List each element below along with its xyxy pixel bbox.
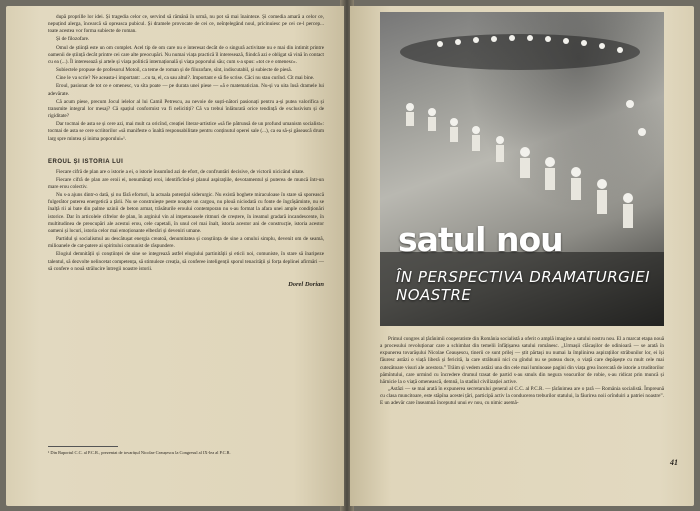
paragraph: Primul congres al țărănimii cooperatiste din România socialistă a oferit o amplă imagine a satului nostru nou. El a marcat etapa nouă a procesului revoluționar care a schimbat din temelii înfățișarea satului românesc. „Urmașii clăcașilor de odinioară — se arată în expunerea tovarășului Nicolae Ceaușescu, tinerii ce sunt prilej — știt părtași nu numai la împlinirea aspirațiilor străbunilor lor, ei își făuresc astăzi o viață liberă și fericită, la care străbunii nici cu gîndul nu se puteau duce, o viață care depășește cu mult cele mai cutezătoare visuri ale acestora.” Trăim și vedem astăzi una din cele mai luminoase pagini din viața grea încercată de istorie a truditorilor pămîntului, care urmind cu încredere drumul trasat de partid s-au smuls din negura veacurilor de robie, s-au ridicat prin muncă și hărnicie la o viață omenească, demnă, la stadiul civilizației active. [380, 336, 664, 385]
paragraph: Omul de științǎ este un om complet. Acel tip de om care nu e interesat decât de o singură activitate nu e mai din intimit printre oamenii de știință decât printre cei care alte preocupări. Nu numai viața practică îl interesează, fiindcă azi e obligat să vină în contact cu ea (...). Îl interesează și artele și viața politică internațională și viața poporului său; cum s-a spus: «tot ce e omenesc». [48, 44, 324, 65]
paragraph: Că acum piese, precum Jocul ielelor al lui Camil Petrescu, au nevoie de suști-nători pasionați pentru a-și putea valorifica și transmite integral lor mesaj? Că spațiul conformist va fi nelicitiți? Că va trebui înlăturată orice tendință de exclusivism și de rigiditate? [48, 98, 324, 120]
author-signature: Dorel Dorian [288, 280, 324, 288]
right-text-column [380, 336, 664, 408]
section-heading: EROUL ȘI ISTORIA LUI [48, 158, 124, 165]
paragraph: Eroul, pasionat de tot ce e omenesc, va sîta poate — pe durata unei piese — «ă e matematician. Nu-și va uita însă dramele lui adevărate. [48, 83, 324, 97]
article-title: satul nou [398, 220, 563, 259]
footnote: ¹ Din Raportul C.C. al P.C.R., prezentat de tovarășul Nicolae Ceaușescu la Congresul al IX-lea al P.C.R. [48, 450, 231, 455]
paragraph: Partidul și socialismul au descătușat energia creatoă, denumitatea și conștiința de sine a omului simplu, devenit om de seamă, milioanele de cat-patere ai spiritului comunist de răspundere. [48, 236, 324, 250]
paragraph: Fiecare cifră de plan are o istorie a ei, o istorie însumînd azi de efort, de confruntări decisive, de victorii nicicând uitate. [56, 168, 305, 175]
paragraph: Și de filozofare. [56, 36, 90, 43]
footnote-divider [48, 446, 118, 447]
article-subtitle: ÎN PERSPECTIVA DRAMATURGIEI NOASTRE [396, 268, 651, 304]
right-page [350, 6, 694, 506]
left-text-column [48, 14, 324, 288]
paragraph: după proprille lor idei. Și tragedia celor ce, servind să rămână în urmă, nu pot să mai înainteze. Și comedia amară a celor ce, nepuțind alerga, încearcă să opreasca pubicul. Și dramele provocate de cei ce, neînțelegând noul, pricinuiesc pe cei ce-l percep... toate acestea vor forma subiecte de roman. [48, 14, 324, 35]
paragraph: Dar tocmai de asta se și cere azi, mai mult ca oricînd, creației literar-artistice «să fie pătrunsă de un profund umanism socialist»: tocmai de asta se cere scriitorilor «să manifeste o înaltă responsabilitate pentru conținutul operei sale (...), ca ea să-și găsească drum larg spre mintea și inima poporului»¹. [48, 121, 324, 142]
paragraph: Elogiul demnității și conștiinței de sine se integrează astfel elogiului partinității și eticii noi, comuniste, în stare să înaripeze talentul, să dezvolte nelincetat competența, să stimuleze creația, să conferee inteligenții sporul tenacității și forța deplinei afirmări — să confere o nouă strălucire întregii noastre istorii. [48, 251, 324, 272]
paragraph: Nu s-a ajuns dintr-o dată, și nu fără eforturi, la actuala potențial siderurgic. Nu există boghete miraculoase în stare să sporească fulgerător puterea energetică a țării. Nu se construiește peste noapte un cargou, nu plouă niciodată cu fonte de îngrășăminte, nu se înalță rii ai bate din palme uzinii de beton armat, trăsăturile eroului contemporan nu s-au format la afara unei ample condiționări istorice. Dar în articolele cifrelor de plan, în arginiul vin al impetuoasele ritmuri de creștere, în ireamul gradară incandescente, în multitudinea de preocupări ale acestui erou, cele capetali, în unul cel mai înalt, istoria acestor ani de construcție, istoria acestor oameni și locuri, istoria celor mai emoționante elberări și deveniri umane. [48, 192, 324, 234]
folk-dance-photo [380, 12, 664, 326]
paragraph: Subiectele propuse de profesorul Motoil, ca teme de roman și de filozofare, sînt, indiscutabil, și subiecte de piesă. [56, 67, 292, 74]
paragraph: Cine le va scrie? Ne aceasta-i important: ...cu ta, el, ca sau altul?. Important e să fie scrise. Căci nu stau curînd. Cît mai bine. [56, 75, 315, 82]
paragraph: „Astăzi — se mai arată în expunerea secretarului general al C.C. al P.C.R. — țărănimea are o țară — România socialistă. Împreună cu clasa muncitoare, este stăpîna acestei țări, participă activ la conducerea treburilor statului, la făurirea noii orînduiri a patriei noastre”. E un adevăr care înseamnă începutul unui ev nou, cu nimic asemă- [380, 386, 664, 407]
paragraph: Fiecare cifră de plan are eroii ei, nenumărați eroi, identificînd-și planul aspirațiile, devotamentul și puterea de muncă într-un mare erou colectiv. [48, 176, 324, 190]
left-page [6, 6, 344, 506]
page-number: 41 [670, 458, 678, 467]
